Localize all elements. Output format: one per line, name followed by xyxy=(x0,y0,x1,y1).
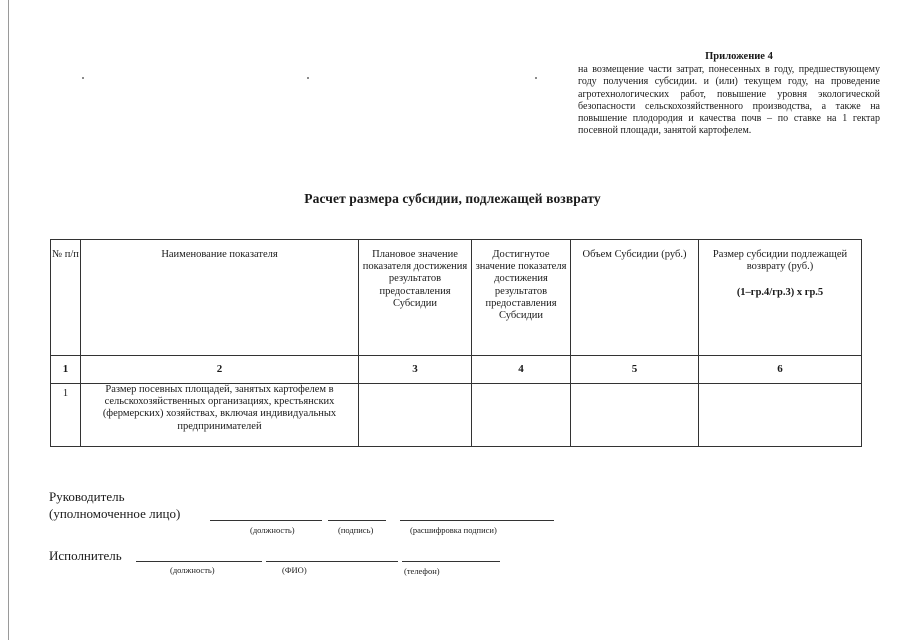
head-label: Руководитель xyxy=(49,489,125,504)
header-cell-planned-value: Плановое значение показателя достижения результатов предоставления Субсидии xyxy=(359,240,472,356)
column-number: 6 xyxy=(699,356,862,384)
header-cell-refund-amount xyxy=(699,240,862,356)
head-name-line xyxy=(400,520,554,521)
appendix-note xyxy=(578,51,880,137)
document-title: Расчет размера субсидии, подлежащей возврату xyxy=(304,191,601,206)
header-cell-subsidy-volume: Объем Субсидии (руб.) xyxy=(571,240,699,356)
column-number-row xyxy=(51,356,862,384)
executor-phone-hint: (телефон) xyxy=(404,566,440,576)
column-number: 4 xyxy=(472,356,571,384)
column-number: 1 xyxy=(51,356,81,384)
refund-header-label: Размер субсидии подлежащей возврату (руб.) xyxy=(712,249,848,273)
row-planned-value xyxy=(359,384,472,447)
head-name-hint: (расшифровка подписи) xyxy=(410,525,497,535)
scan-speck xyxy=(535,77,537,79)
row-achieved-value xyxy=(472,384,571,447)
authorized-person-label: (уполномоченное лицо) xyxy=(49,506,181,521)
executor-label: Исполнитель xyxy=(49,548,122,563)
row-refund-amount xyxy=(699,384,862,447)
head-position-line xyxy=(210,520,322,521)
header-cell-indicator-name: Наименование показателя xyxy=(81,240,359,356)
executor-name-hint: (ФИО) xyxy=(282,565,307,575)
head-position-hint: (должность) xyxy=(250,525,295,535)
refund-formula: (1–гр.4/гр.3) х гр.5 xyxy=(736,287,824,299)
executor-phone-line xyxy=(402,561,500,562)
row-subsidy-volume xyxy=(571,384,699,447)
column-number: 2 xyxy=(81,356,359,384)
appendix-text: на возмещение части затрат, понесенных в году, предшествующему году получения субсидии. и (или) текущем году, на проведение агротехнологических работ, повышение уровня экологической безопасности сельскохозяйственного производства, а также на повышение плодородия и качества почв – по ставке на 1 гектар посевной площади, занятой картофелем. xyxy=(578,64,880,137)
appendix-title: Приложение 4 xyxy=(705,51,773,62)
page-margin-line xyxy=(8,0,9,640)
scan-speck xyxy=(82,77,84,79)
header-cell-number: № п/п xyxy=(51,240,81,356)
head-signature-hint: (подпись) xyxy=(338,525,374,535)
executor-position-hint: (должность) xyxy=(170,565,215,575)
head-signature-line xyxy=(328,520,386,521)
row-indicator-name: Размер посевных площадей, занятых картофелем в сельскохозяйственных организациях, крестьянских (фермерских) хозяйствах, включая индивидуальных предпринимателей xyxy=(81,384,359,447)
scan-speck xyxy=(307,77,309,79)
column-number: 5 xyxy=(571,356,699,384)
header-cell-achieved-value: Достигнутое значение показателя достижения результатов предоставления Субсидии xyxy=(472,240,571,356)
table-row xyxy=(51,384,862,447)
subsidy-refund-table xyxy=(50,239,862,447)
row-number: 1 xyxy=(51,384,81,447)
table-header-row xyxy=(51,240,862,356)
executor-name-line xyxy=(266,561,398,562)
column-number: 3 xyxy=(359,356,472,384)
executor-position-line xyxy=(136,561,262,562)
